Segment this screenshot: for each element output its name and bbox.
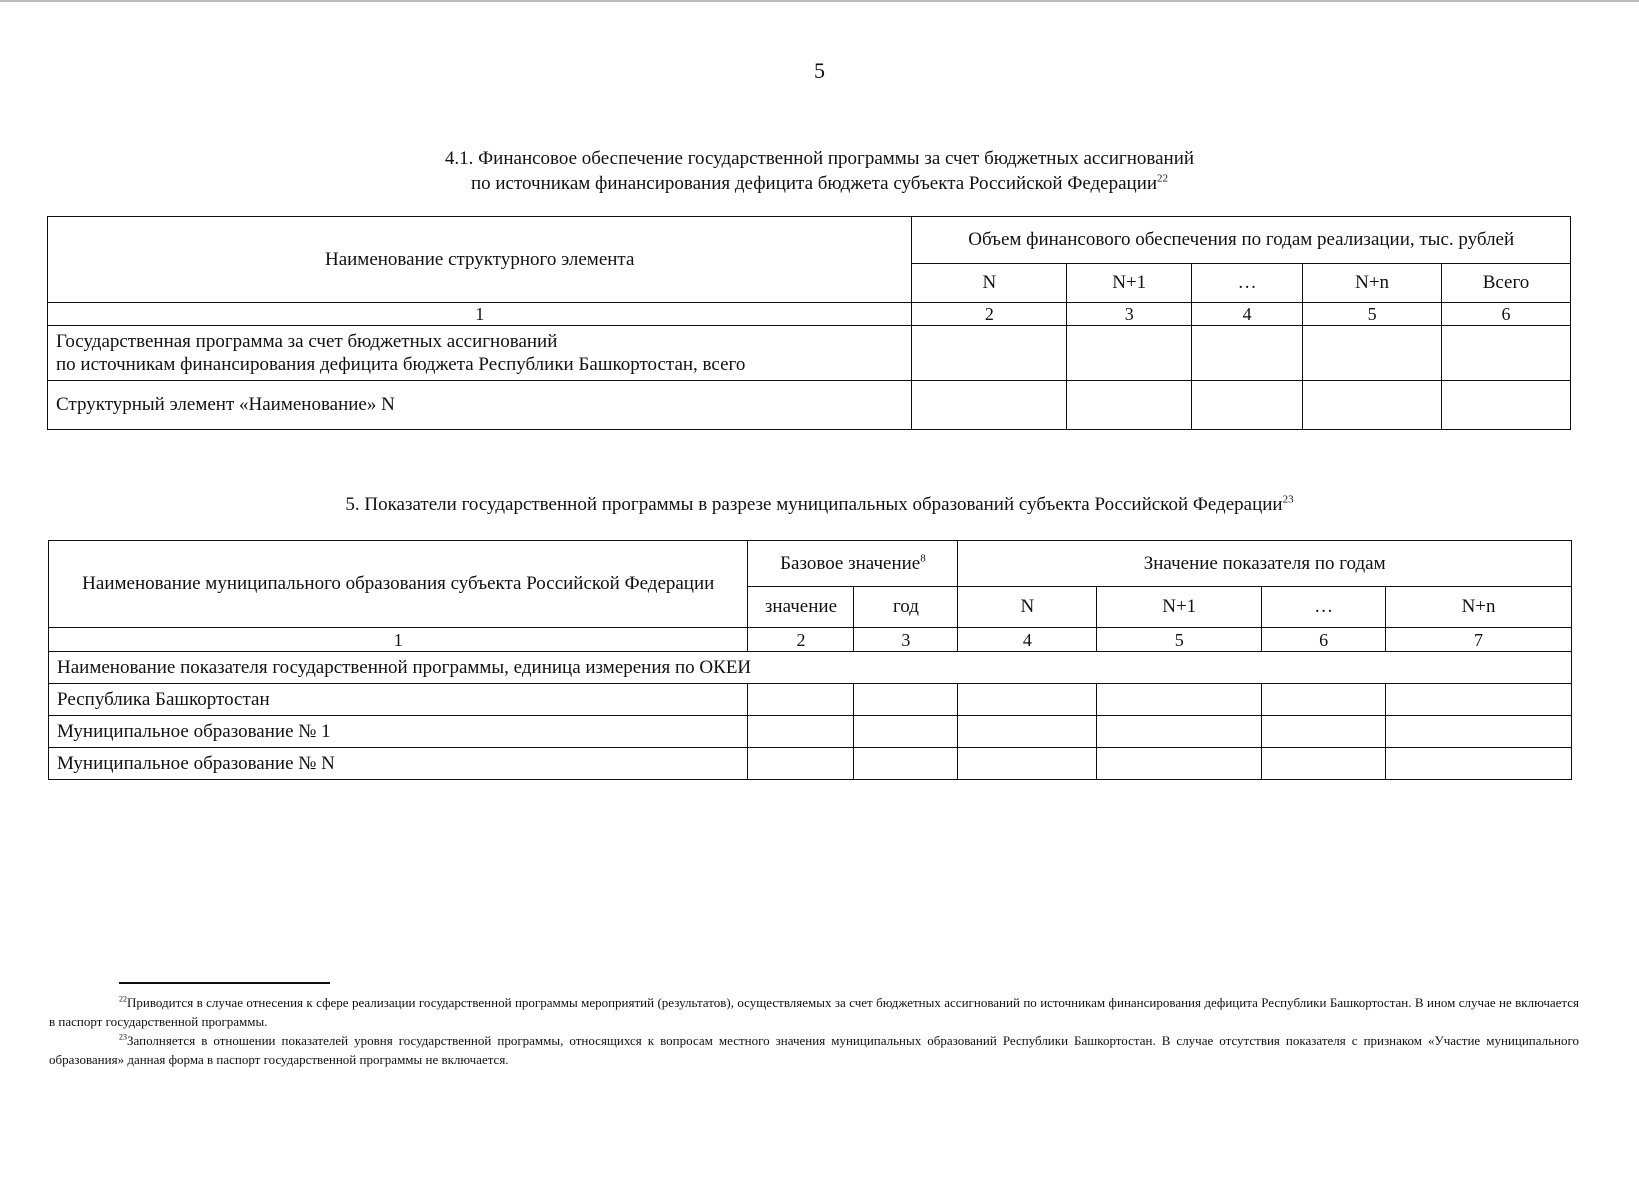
value-cell[interactable] [958, 684, 1097, 716]
year-header-ellipsis: … [1192, 264, 1303, 303]
municipality-name-header: Наименование муниципального образования субъекта Российской Федерации [49, 541, 748, 628]
value-cell[interactable] [1262, 684, 1386, 716]
value-cell[interactable] [854, 716, 958, 748]
municipal-indicators-table [48, 540, 1572, 780]
value-cell[interactable] [1303, 326, 1442, 381]
value-cell[interactable] [1442, 326, 1571, 381]
footnote-ref-22[interactable]: 22 [1157, 172, 1169, 185]
total-header: Всего [1442, 264, 1571, 303]
section-5-title: 5. Показатели государственной программы в разрезе муниципальных образований субъекта Российской Федерации$^{23}$ [345, 493, 1294, 515]
column-number: 5 [1303, 303, 1442, 326]
column-number: 2 [912, 303, 1067, 326]
value-cell[interactable] [1386, 716, 1572, 748]
row-label-program: Государственная программа за счет бюджетных ассигнований по источникам финансирования дефицита бюджета Республики Башкортостан, всего [48, 326, 912, 381]
table-row [49, 716, 1572, 748]
municipality-name: Муниципальное образование № N [49, 748, 748, 780]
municipality-name: Республика Башкортостан [49, 684, 748, 716]
financing-volume-header: Объем финансового обеспечения по годам реализации, тыс. рублей [912, 217, 1571, 264]
year-header-ellipsis: … [1262, 587, 1386, 628]
value-cell[interactable] [854, 684, 958, 716]
column-number: 6 [1262, 628, 1386, 652]
table-row [49, 684, 1572, 716]
column-number: 1 [48, 303, 912, 326]
value-cell[interactable] [1067, 381, 1192, 430]
value-cell[interactable] [748, 748, 854, 780]
year-header-n: N [912, 264, 1067, 303]
value-cell[interactable] [1097, 716, 1262, 748]
value-cell[interactable] [1303, 381, 1442, 430]
value-cell[interactable] [1262, 748, 1386, 780]
value-cell[interactable] [1262, 716, 1386, 748]
value-cell[interactable] [1097, 748, 1262, 780]
value-cell[interactable] [1386, 684, 1572, 716]
year-header-n: N [958, 587, 1097, 628]
column-number: 3 [1067, 303, 1192, 326]
value-cell[interactable] [1386, 748, 1572, 780]
column-numbering-row [49, 628, 1572, 652]
indicator-by-year-header: Значение показателя по годам [958, 541, 1572, 587]
value-cell[interactable] [958, 716, 1097, 748]
base-year-subheader: год [854, 587, 958, 628]
column-number: 4 [958, 628, 1097, 652]
value-cell[interactable] [748, 716, 854, 748]
financing-table [47, 216, 1571, 430]
column-number: 1 [49, 628, 748, 652]
table-row [48, 381, 1571, 430]
value-cell[interactable] [1442, 381, 1571, 430]
value-cell[interactable] [1097, 684, 1262, 716]
base-value-subheader: значение [748, 587, 854, 628]
column-number: 4 [1192, 303, 1303, 326]
footnote-ref-23[interactable]: 23 [1282, 493, 1294, 506]
section-4-1-title [0, 146, 1639, 196]
year-header-nn: N+n [1303, 264, 1442, 303]
base-value-header: Базовое значение$^8$ [748, 541, 958, 587]
municipality-name: Муниципальное образование № 1 [49, 716, 748, 748]
value-cell[interactable] [912, 326, 1067, 381]
value-cell[interactable] [1067, 326, 1192, 381]
page-number: 5 [814, 58, 825, 83]
section-4-1-title-line2: по источникам финансирования дефицита бюджета субъекта Российской Федерации$^{22}$ [470, 172, 1169, 194]
year-header-nn: N+n [1386, 587, 1572, 628]
top-border-line [0, 0, 1639, 2]
footnotes [49, 993, 1579, 1069]
footnote-22: $^{22}$Приводится в случае отнесения к сфере реализации государственной программы мероприятий (результатов), осуществляемых за счет бюджетных ассигнований по источникам финансирования дефицита Республики Башкортостан. В ином случае не включается в паспорт государственной программы. [49, 994, 1579, 1029]
table-row [48, 326, 1571, 381]
indicator-name: Наименование показателя государственной программы, единица измерения по ОКЕИ [49, 652, 1572, 684]
column-number: 5 [1097, 628, 1262, 652]
column-number: 7 [1386, 628, 1572, 652]
value-cell[interactable] [1192, 326, 1303, 381]
structural-element-header: Наименование структурного элемента [48, 217, 912, 303]
column-number: 3 [854, 628, 958, 652]
value-cell[interactable] [912, 381, 1067, 430]
footnote-23: $^{23}$Заполняется в отношении показателей уровня государственной программы, относящихся к вопросам местного значения муниципальных образований Республики Башкортостан. В случае отсутствия показателя с признаком «Участие муниципального образования» данная форма в паспорт государственной программы не включается. [49, 1032, 1579, 1067]
year-header-n1: N+1 [1097, 587, 1262, 628]
value-cell[interactable] [958, 748, 1097, 780]
section-4-1-title-line1: 4.1. Финансовое обеспечение государственной программы за счет бюджетных ассигнований [444, 148, 1195, 169]
row-label-structural-element: Структурный элемент «Наименование» N [48, 381, 912, 430]
value-cell[interactable] [1192, 381, 1303, 430]
footnote-ref-8[interactable]: 8 [920, 552, 926, 565]
column-number: 6 [1442, 303, 1571, 326]
table-row [49, 748, 1572, 780]
year-header-n1: N+1 [1067, 264, 1192, 303]
column-numbering-row [48, 303, 1571, 326]
column-number: 2 [748, 628, 854, 652]
footnote-separator [119, 982, 330, 984]
value-cell[interactable] [748, 684, 854, 716]
value-cell[interactable] [854, 748, 958, 780]
indicator-name-row [49, 652, 1572, 684]
